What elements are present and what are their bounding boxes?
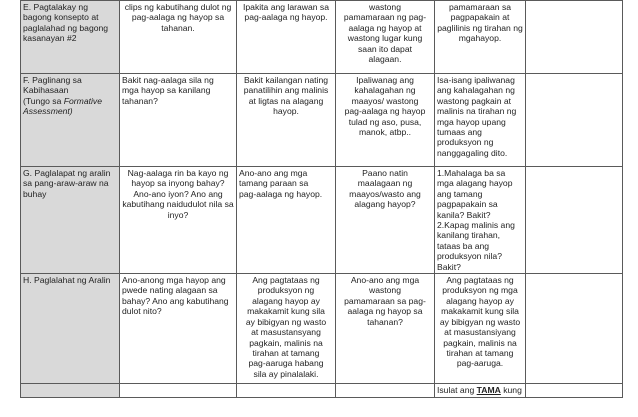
cell-h-day3: Ano-ano ang mga wastong pamamaraan sa pag- aalaga ng hayop sa tahanan? (336, 274, 435, 384)
cell-f-day2: Bakit kailangan nating panatilihin ang malinis at ligtas na alagang hayop. (237, 74, 336, 167)
table-row-g (21, 167, 623, 274)
cell-e-day2: Ipakita ang larawan sa pag-aalaga ng hayop. (237, 1, 336, 74)
cell-i-prefix: Isulat ang (437, 385, 477, 396)
cell-i-day5 (526, 384, 623, 398)
cell-g-day3: Paano natin maalagaan ng maayos/wasto ang alagang hayop? (336, 167, 435, 274)
cell-f-day4: Isa-isang ipaliwanag ang kahalagahan ng wastong pagkain at malinis na tirahan ng mga hayop upang tumaas ang produksyon ng nanggagaling dito. (435, 74, 526, 167)
row-label-g: G. Paglalapat ng aralin sa pang-araw-araw na buhay (21, 167, 120, 274)
row-label-i (21, 384, 120, 398)
cell-h-day5 (526, 274, 623, 384)
cell-g-day5 (526, 167, 623, 274)
lesson-plan-table (20, 0, 623, 398)
cell-e-day1: clips ng kabutihang dulot ng pag-aalaga ng hayop sa tahanan. (120, 1, 237, 74)
row-label-f-italic: Formative Assessment) (23, 95, 102, 117)
row-label-e: E. Pagtalakay ng bagong konsepto at paglalahad ng bagong kasanayan #2 (21, 1, 120, 74)
table-row-e (21, 1, 623, 74)
row-label-f (21, 74, 120, 167)
cell-h-day4: Ang pagtataas ng produksyon ng mga alagang hayop ay makakamit kung sila ay bibigyan ng wasto at masustansiyang pagkain, malinis na tirahan at tamang pag-aaruga. (435, 274, 526, 384)
cell-i-bold: TAMA (476, 385, 501, 396)
cell-f-day3: Ipaliwanag ang kahalagahan ng maayos/ wastong pag-aalaga ng hayop tulad ng aso, pusa, manok, atbp.. (336, 74, 435, 167)
cell-h-day1: Ano-anong mga hayop ang pwede nating alagaan sa bahay? Ano ang kabutihang dulot nito? (120, 274, 237, 384)
table-row-h (21, 274, 623, 384)
cell-g-day1: Nag-aalaga rin ba kayo ng hayop sa inyong bahay? Ano-ano iyon? Ano ang kabutihang naidudulot nila sa inyo? (120, 167, 237, 274)
table-row-f (21, 74, 623, 167)
row-label-f-main: F. Paglinang sa Kabihasaan (Tungo sa (23, 75, 82, 106)
cell-h-day2: Ang pagtataas ng produksyon ng alagang hayop ay makakamit kung sila ay bibigyan ng wasto at masustansyang pagkain, malinis na tirahan at tamang pag-aaruga habang sila ay pinalalaki. (237, 274, 336, 384)
row-label-h: H. Paglalahat ng Aralin (21, 274, 120, 384)
cell-g-day4: 1.Mahalaga ba sa mga alagang hayop ang tamang pagpapakain sa kanila? Bakit? 2.Kapag malinis ang kanilang tirahan, tataas ba ang produksyon nila? Bakit? (435, 167, 526, 274)
cell-i-day2 (237, 384, 336, 398)
cell-i-day4 (435, 384, 526, 398)
cell-e-day3: wastong pamamaraan ng pag- aalaga ng hayop at wastong lugar kung saan ito dapat alagaan. (336, 1, 435, 74)
cell-e-day4: pamamaraan sa pagpapakain at paglilinis ng tirahan ng mgahayop. (435, 1, 526, 74)
cell-e-day5 (526, 1, 623, 74)
cell-i-day1 (120, 384, 237, 398)
cell-f-day1: Bakit nag-aalaga sila ng mga hayop sa kanilang tahanan? (120, 74, 237, 167)
cell-f-day5 (526, 74, 623, 167)
cell-i-day3 (336, 384, 435, 398)
cell-g-day2: Ano-ano ang mga tamang paraan sa pag-aalaga ng hayop. (237, 167, 336, 274)
table-row-i (21, 384, 623, 398)
cell-i-suffix: kung (500, 385, 522, 396)
